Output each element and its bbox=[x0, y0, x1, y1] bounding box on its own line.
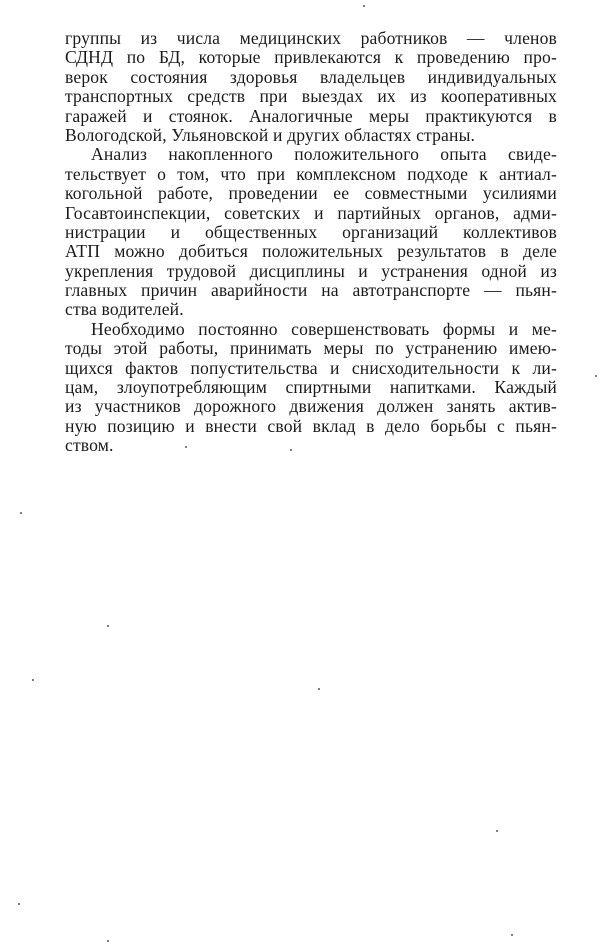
scan-speck bbox=[32, 679, 34, 681]
text-line: ства водителей. bbox=[65, 299, 184, 320]
text-line: щихся фактов попустительства и снисходительности к ли- bbox=[65, 357, 557, 378]
text-line: главных причин аварийности на автотранспорте — пьян- bbox=[65, 280, 557, 301]
text-line: цам, злоупотребляющим спиртными напитками. Каждый bbox=[65, 377, 557, 398]
scan-speck bbox=[318, 688, 320, 690]
scan-speck bbox=[511, 934, 513, 936]
scan-speck bbox=[185, 446, 187, 448]
text-line: нистрации и общественных организаций коллективов bbox=[65, 221, 557, 242]
text-line: из участников дорожного движения должен занять актив- bbox=[65, 396, 557, 417]
text-line: тельствует о том, что при комплексном подходе к антиал- bbox=[65, 163, 557, 184]
scan-speck bbox=[595, 375, 597, 377]
scan-speck bbox=[107, 940, 109, 942]
paragraph-2 bbox=[65, 145, 557, 320]
text-line: транспортных средств при выездах их из кооперативных bbox=[65, 86, 557, 107]
scan-speck bbox=[496, 830, 498, 832]
text-line: Госавтоинспекции, советских и партийных органов, адми- bbox=[65, 202, 557, 223]
text-line: укрепления трудовой дисциплины и устранения одной из bbox=[65, 260, 557, 281]
paragraph-1 bbox=[65, 29, 557, 145]
text-line: Необходимо постоянно совершенствовать формы и ме- bbox=[91, 318, 557, 339]
scan-speck bbox=[18, 903, 20, 905]
scan-speck bbox=[107, 625, 109, 627]
text-line: группы из числа медицинских работников — членов bbox=[65, 28, 557, 48]
text-line: верок состояния здоровья владельцев индивидуальных bbox=[65, 66, 557, 87]
text-line: когольной работе, проведении ее совместными усилиями bbox=[65, 183, 557, 204]
scan-speck bbox=[20, 512, 22, 514]
text-line: ством. bbox=[65, 435, 114, 456]
scan-speck bbox=[290, 449, 292, 451]
text-line: АТП можно добиться положительных результатов в деле bbox=[65, 241, 557, 262]
text-line: ную позицию и внести свой вклад в дело борьбы с пьян- bbox=[65, 415, 557, 436]
text-line: СДНД по БД, которые привлекаются к проведению про- bbox=[65, 47, 557, 68]
text-line: тоды этой работы, принимать меры по устранению имею- bbox=[65, 338, 557, 359]
scan-speck bbox=[363, 5, 365, 7]
paragraph-3 bbox=[65, 320, 557, 456]
text-line: Анализ накопленного положительного опыта свиде- bbox=[91, 144, 557, 165]
text-line: Вологодской, Ульяновской и других областях страны. bbox=[65, 124, 476, 145]
document-page bbox=[65, 29, 557, 456]
text-line: гаражей и стоянок. Аналогичные меры практикуются в bbox=[65, 105, 557, 126]
